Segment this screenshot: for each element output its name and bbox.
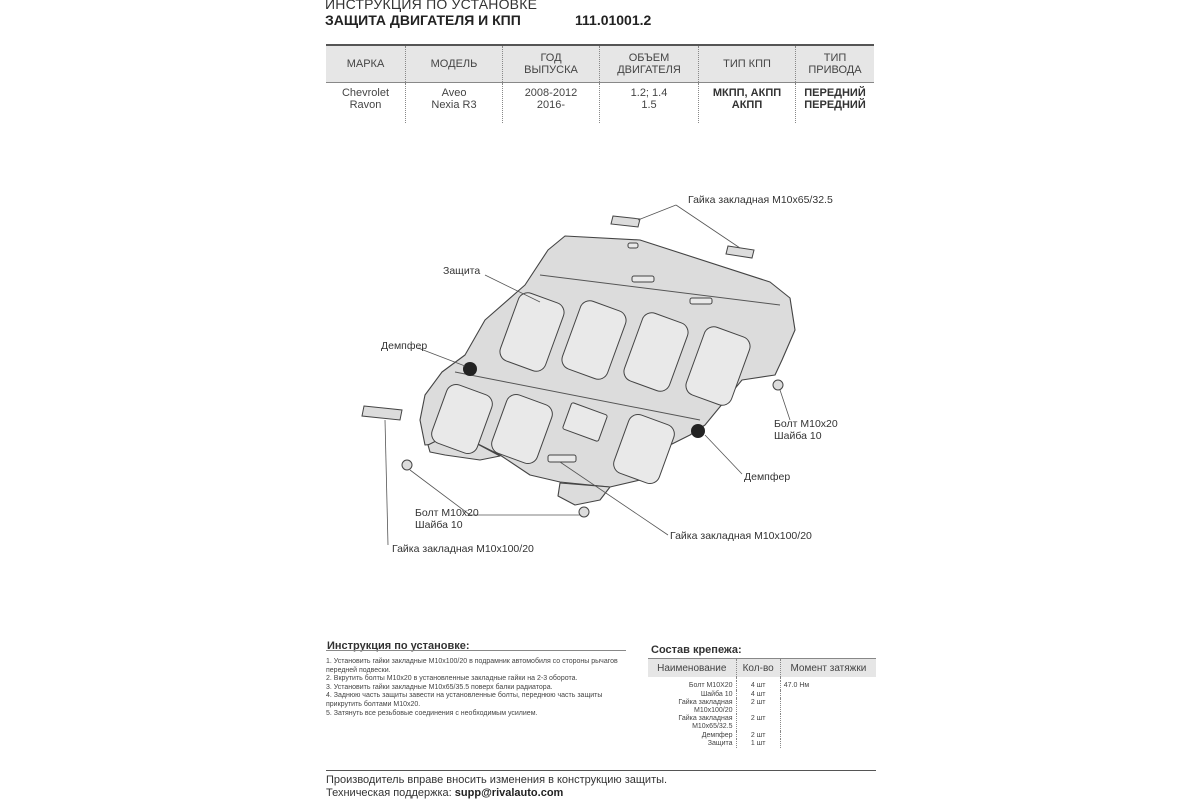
- fastener-torque: [780, 698, 876, 714]
- doc-header-line1: ИНСТРУКЦИЯ ПО УСТАНОВКЕ: [325, 0, 538, 12]
- fastener-torque: [780, 739, 876, 748]
- col-drive: ТИП ПРИВОДА: [796, 45, 875, 83]
- slot: [548, 455, 576, 462]
- instruction-step: 2. Вкрутить болты М10х20 в установленные закладные гайки на 2-3 оборота.: [326, 675, 578, 683]
- fasteners-col-name: Наименование: [648, 659, 736, 678]
- fastener-qty: 1 шт: [736, 739, 780, 748]
- fastener-qty: 2 шт: [736, 731, 780, 740]
- footer-notice: Производитель вправе вносить изменения в конструкцию защиты.: [326, 774, 668, 786]
- fasteners-header-row: [648, 659, 876, 678]
- leader-nut-top: [638, 205, 740, 248]
- callout-nut-top: Гайка закладная М10х65/32.5: [688, 194, 833, 206]
- fastener-qty: 4 шт: [736, 681, 780, 690]
- cell-drive: ПЕРЕДНИЙ ПЕРЕДНИЙ: [796, 83, 875, 124]
- instructions-divider: [326, 650, 626, 651]
- callout-damper-left: Демпфер: [381, 340, 428, 352]
- cell-year: 2008-2012 2016-: [503, 83, 600, 124]
- footer-support: [326, 787, 563, 799]
- cell-gearbox: МКПП, АКПП АКПП: [699, 83, 796, 124]
- col-gearbox: ТИП КПП: [699, 45, 796, 83]
- guard-drawing: [326, 180, 866, 580]
- guard-tab-bottom: [558, 483, 610, 505]
- fasteners-title: Состав крепежа:: [651, 644, 742, 656]
- fastener-qty: 4 шт: [736, 690, 780, 699]
- fastener-name: Защита: [707, 740, 733, 748]
- leader-bolt-right: [780, 390, 790, 420]
- embedded-nut-left: [362, 406, 402, 420]
- col-brand: МАРКА: [326, 45, 406, 83]
- instructions-title: Инструкция по установке:: [327, 640, 470, 652]
- fastener-row: [648, 698, 876, 714]
- callout-nut-left: Гайка закладная М10х100/20: [392, 543, 534, 555]
- fastener-name: Демпфер: [701, 731, 733, 739]
- fastener-row: [648, 681, 876, 690]
- doc-title: ЗАЩИТА ДВИГАТЕЛЯ И КПП: [325, 12, 521, 28]
- col-engine: ОБЪЕМ ДВИГАТЕЛЯ: [600, 45, 699, 83]
- fastener-torque: [780, 731, 876, 740]
- instruction-step: 3. Установить гайки закладные М10х65/35.5 поверх балки радиатора.: [326, 683, 553, 691]
- slot: [628, 243, 638, 248]
- support-label: Техническая поддержка:: [326, 787, 452, 799]
- slot: [632, 276, 654, 282]
- fasteners-col-torque: Момент затяжки: [780, 659, 876, 678]
- damper-left: [463, 362, 477, 376]
- fastener-name: Гайка закладная М10х100/20: [678, 699, 733, 714]
- fasteners-col-qty: Кол-во: [736, 659, 780, 678]
- cell-engine: 1.2; 1.4 1.5: [600, 83, 699, 124]
- callout-nut-right: Гайка закладная М10х100/20: [670, 530, 812, 542]
- fastener-row: [648, 731, 876, 740]
- fastener-qty: 2 шт: [736, 714, 780, 730]
- fastener-torque: [780, 714, 876, 730]
- spec-row: [326, 83, 874, 124]
- instruction-step: 1. Установить гайки закладные М10х100/20 в подрамник автомобиля со стороны рычагов: [326, 658, 618, 665]
- fastener-name: Болт М10Х20: [688, 682, 733, 689]
- callout-damper-right: Демпфер: [744, 471, 791, 483]
- callout-guard: Защита: [443, 265, 481, 277]
- support-email[interactable]: supp@rivalauto.com: [454, 787, 564, 799]
- fastener-row: [648, 739, 876, 748]
- fasteners-table: [648, 658, 876, 748]
- part-number: 111.01001.2: [575, 12, 652, 28]
- fastener-row: [648, 690, 876, 699]
- fastener-qty: 2 шт: [736, 698, 780, 714]
- vehicle-spec-table: [326, 44, 874, 123]
- instructions-list: [326, 658, 636, 718]
- damper-right: [691, 424, 705, 438]
- embedded-nut-top-left: [611, 216, 640, 227]
- fastener-name: Гайка закладная М10х65/32.5: [678, 715, 733, 730]
- slot: [690, 298, 712, 304]
- instruction-step: 4. Заднюю часть защиты завести на установленные болты, переднюю часть защиты: [326, 692, 603, 700]
- col-year: ГОД ВЫПУСКА: [503, 45, 600, 83]
- bolt-right: [773, 380, 783, 390]
- instruction-step: 5. Затянуть все резьбовые соединения с необходимым усилием.: [326, 709, 538, 717]
- fastener-torque: [780, 690, 876, 699]
- spec-header-row: [326, 45, 874, 83]
- fastener-torque: 47.0 Нм: [780, 681, 876, 690]
- instruction-step: прикрутить болтами М10х20.: [326, 700, 421, 708]
- leader-damper-right: [705, 435, 742, 474]
- col-model: МОДЕЛЬ: [406, 45, 503, 83]
- fastener-row: [648, 714, 876, 730]
- fastener-name: Шайба 10: [700, 690, 733, 698]
- cell-model: Aveo Nexia R3: [406, 83, 503, 124]
- leader-nut-left: [385, 420, 388, 545]
- instruction-step: передней подвески.: [326, 666, 391, 674]
- cell-brand: Chevrolet Ravon: [341, 87, 390, 111]
- bolt-left: [402, 460, 412, 470]
- callout-bolt-right: Болт М10х20 Шайба 10: [774, 418, 838, 442]
- footer-divider: [326, 770, 876, 771]
- callout-bolt-left: Болт М10х20 Шайба 10: [415, 507, 479, 531]
- bolt-bottom: [579, 507, 589, 517]
